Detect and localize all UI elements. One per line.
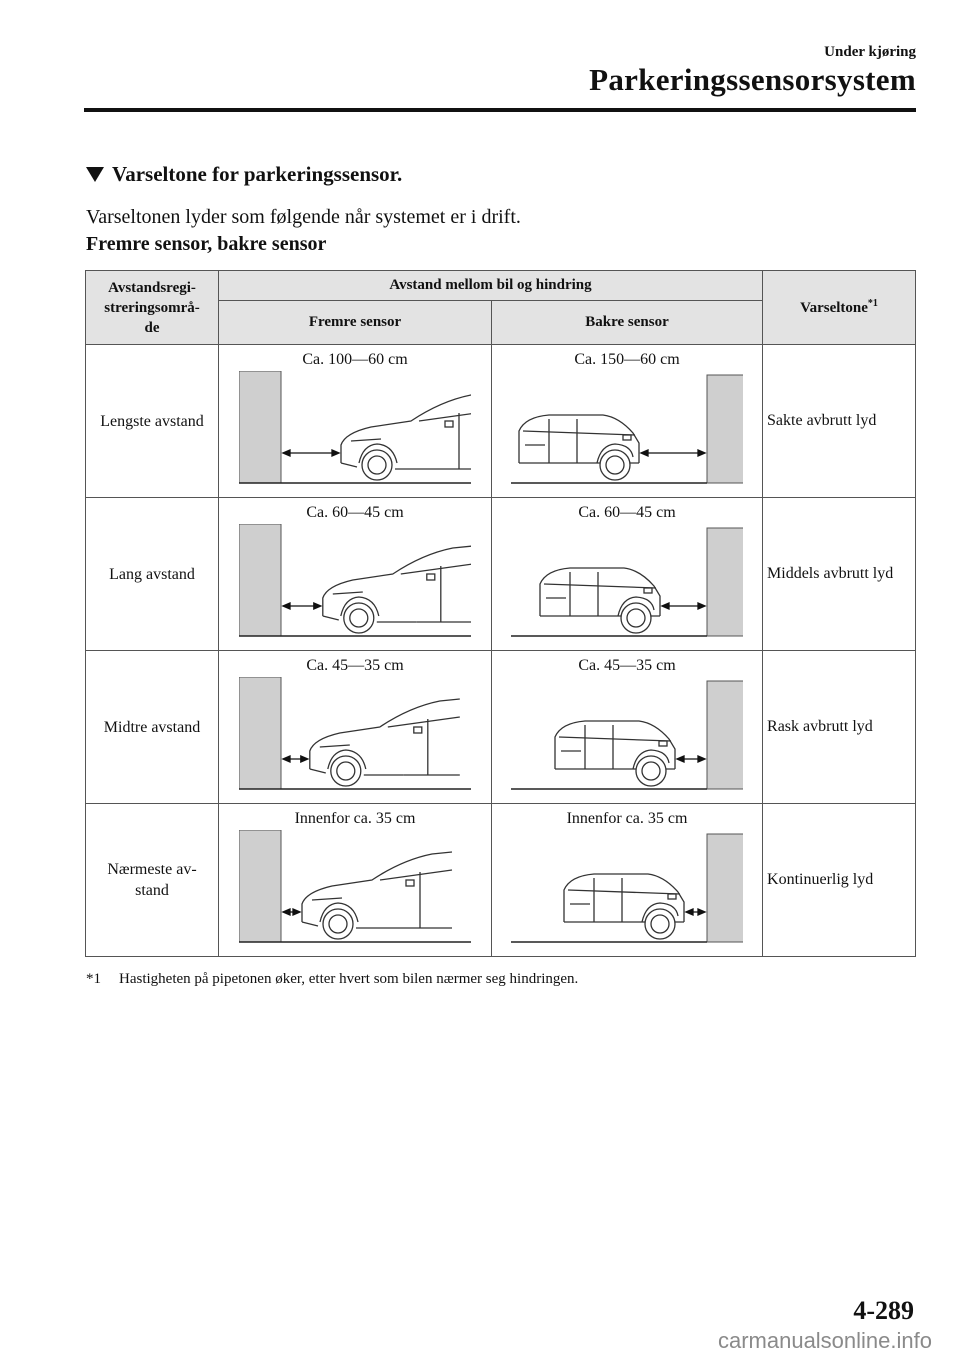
footnote <box>86 971 578 988</box>
footnote-ref: *1 <box>867 298 878 309</box>
car-front-side-view <box>323 546 471 633</box>
rear-sensor-illustration <box>511 830 743 950</box>
front-sensor-cell <box>219 498 492 651</box>
rear-distance-caption: Innenfor ca. 35 cm <box>566 810 688 827</box>
distance-arrow <box>283 909 300 915</box>
rear-sensor-illustration <box>511 371 743 491</box>
page-number: 4-289 <box>853 1296 914 1325</box>
footnote-text: Hastigheten på pipetonen øker, etter hvert som bilen nærmer seg hindringen. <box>119 971 579 987</box>
rear-distance-caption: Ca. 45—35 cm <box>578 657 676 674</box>
warning-tone-table <box>85 270 916 957</box>
table-row <box>86 498 916 651</box>
triangle-bullet-icon <box>86 167 104 182</box>
front-sensor-cell <box>219 345 492 498</box>
col-header-tone: Varseltone$^{*1}$ <box>763 271 916 345</box>
distance-arrow <box>662 603 705 609</box>
rear-sensor-cell <box>492 345 763 498</box>
obstacle-wall <box>239 830 281 942</box>
front-distance-caption: Ca. 100—60 cm <box>302 351 408 368</box>
rear-distance-caption: Ca. 60—45 cm <box>578 504 676 521</box>
zone-cell: Midtre avstand <box>86 651 219 804</box>
distance-arrow <box>641 450 705 456</box>
tone-cell: Sakte avbrutt lyd <box>763 345 916 498</box>
obstacle-wall <box>707 834 743 942</box>
front-distance-caption: Ca. 60—45 cm <box>306 504 404 521</box>
car-rear-side-view <box>555 721 675 786</box>
table-row <box>86 651 916 804</box>
col-header-front: Fremre sensor <box>219 301 492 345</box>
obstacle-wall <box>707 681 743 789</box>
rear-sensor-cell <box>492 651 763 804</box>
rear-sensor-cell <box>492 498 763 651</box>
distance-arrow <box>677 756 705 762</box>
front-sensor-illustration <box>239 371 471 491</box>
rear-sensor-cell <box>492 804 763 957</box>
sub-heading: Fremre sensor, bakre sensor <box>86 233 327 255</box>
front-sensor-cell <box>219 651 492 804</box>
front-sensor-cell <box>219 804 492 957</box>
front-distance-caption: Innenfor ca. 35 cm <box>294 810 416 827</box>
tone-cell: Kontinuerlig lyd <box>763 804 916 957</box>
rear-sensor-illustration <box>511 677 743 797</box>
car-front-side-view <box>310 699 460 786</box>
car-rear-side-view <box>564 874 684 939</box>
header-section: Under kjøring <box>824 44 916 60</box>
section-heading-text: Varseltone for parkeringssensor. <box>112 162 403 186</box>
footnote-mark: *1 <box>86 971 101 987</box>
table-row <box>86 345 916 498</box>
front-distance-caption: Ca. 45—35 cm <box>306 657 404 674</box>
page-title: Parkeringssensorsystem <box>589 62 916 97</box>
front-sensor-illustration <box>239 524 471 644</box>
tone-cell: Middels avbrutt lyd <box>763 498 916 651</box>
obstacle-wall <box>707 375 743 483</box>
distance-arrow <box>283 603 321 609</box>
zone-cell: Lengste avstand <box>86 345 219 498</box>
distance-arrow <box>283 756 308 762</box>
obstacle-wall <box>239 524 281 636</box>
car-front-side-view <box>341 393 471 480</box>
col-header-rear: Bakre sensor <box>492 301 763 345</box>
distance-arrow <box>283 450 339 456</box>
obstacle-wall <box>239 371 281 483</box>
car-rear-side-view <box>540 568 660 633</box>
table-row <box>86 804 916 957</box>
obstacle-wall <box>707 528 743 636</box>
zone-cell: Nærmeste av- stand <box>86 804 219 957</box>
watermark: carmanualsonline.info <box>717 1328 932 1353</box>
car-rear-side-view <box>519 415 639 480</box>
distance-arrow <box>686 909 705 915</box>
front-sensor-illustration <box>239 830 471 950</box>
header-rule <box>84 108 916 112</box>
car-front-side-view <box>302 852 452 939</box>
tone-cell: Rask avbrutt lyd <box>763 651 916 804</box>
section-heading <box>86 162 402 187</box>
obstacle-wall <box>239 677 281 789</box>
zone-cell: Lang avstand <box>86 498 219 651</box>
intro-text: Varseltonen lyder som følgende når systemet er i drift. <box>86 206 521 228</box>
front-sensor-illustration <box>239 677 471 797</box>
rear-sensor-illustration <box>511 524 743 644</box>
col-header-zone: Avstandsregi- streringsområ- de <box>86 271 219 345</box>
col-header-distance: Avstand mellom bil og hindring <box>219 271 763 301</box>
rear-distance-caption: Ca. 150—60 cm <box>574 351 680 368</box>
